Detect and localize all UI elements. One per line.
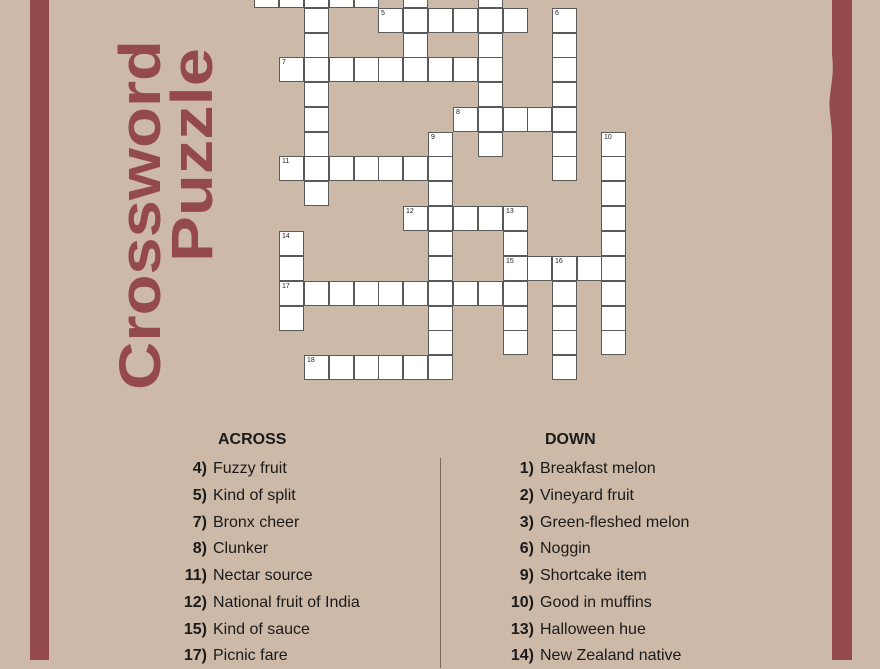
grid-cell[interactable]: [378, 281, 403, 306]
cell-number: 8: [456, 109, 460, 116]
grid-cell[interactable]: [329, 0, 354, 8]
grid-cell[interactable]: [503, 8, 528, 33]
grid-cell[interactable]: [601, 132, 626, 157]
grid-cell[interactable]: [279, 0, 304, 8]
grid-cell[interactable]: [428, 8, 453, 33]
clue-number: 9): [519, 567, 534, 584]
clue-text: Picnic fare: [213, 647, 288, 664]
grid-cell[interactable]: [378, 8, 403, 33]
clue-number: 17): [183, 647, 207, 664]
clue-text: Halloween hue: [540, 621, 646, 638]
grid-cell[interactable]: [601, 156, 626, 181]
grid-cell[interactable]: [453, 281, 478, 306]
grid-cell[interactable]: [552, 107, 577, 132]
grid-cell[interactable]: [478, 0, 503, 8]
clue-number: 6): [519, 540, 534, 557]
grid-cell[interactable]: [378, 355, 403, 380]
grid-cell[interactable]: [601, 181, 626, 206]
grid-cell[interactable]: [304, 33, 329, 58]
grid-cell[interactable]: [304, 82, 329, 107]
grid-cell[interactable]: [403, 8, 428, 33]
grid-cell[interactable]: [304, 181, 329, 206]
grid-cell[interactable]: [428, 281, 453, 306]
clue-text: Nectar source: [213, 567, 313, 584]
grid-cell[interactable]: [279, 57, 304, 82]
grid-cell[interactable]: [428, 306, 453, 331]
down-heading: DOWN: [545, 431, 596, 448]
grid-cell[interactable]: [478, 57, 503, 82]
grid-cell[interactable]: [403, 156, 428, 181]
clue-text: Clunker: [213, 540, 269, 557]
clue-text: National fruit of India: [213, 594, 360, 611]
grid-cell[interactable]: [329, 281, 354, 306]
clue-number: 14): [510, 647, 534, 664]
grid-cell[interactable]: [478, 107, 503, 132]
clue-number: 7): [192, 514, 207, 531]
grid-cell[interactable]: [503, 281, 528, 306]
clue-text: Fuzzy fruit: [213, 460, 287, 477]
grid-cell[interactable]: [428, 181, 453, 206]
grid-cell[interactable]: [552, 82, 577, 107]
cell-number: 14: [282, 233, 290, 240]
grid-cell[interactable]: [428, 57, 453, 82]
grid-cell[interactable]: [428, 256, 453, 281]
grid-cell[interactable]: [428, 156, 453, 181]
clue-number: 15): [183, 621, 207, 638]
grid-cell[interactable]: [478, 132, 503, 157]
grid-cell[interactable]: [552, 156, 577, 181]
grid-cell[interactable]: [478, 33, 503, 58]
grid-cell[interactable]: [354, 281, 379, 306]
title-line-1: Crossword: [108, 87, 173, 390]
clue-text: Noggin: [540, 540, 591, 557]
clue-text: Green-fleshed melon: [540, 514, 690, 531]
cell-number: 6: [555, 10, 559, 17]
grid-cell[interactable]: [503, 231, 528, 256]
clue-text: New Zealand native: [540, 647, 682, 664]
grid-cell[interactable]: [279, 231, 304, 256]
grid-cell[interactable]: [478, 8, 503, 33]
grid-cell[interactable]: [428, 355, 453, 380]
grid-cell[interactable]: [453, 107, 478, 132]
clue-number: 1): [519, 460, 534, 477]
grid-cell[interactable]: [354, 355, 379, 380]
title-line-2: Puzzle: [160, 81, 225, 262]
cell-number: 16: [555, 258, 563, 265]
grid-cell[interactable]: [527, 107, 552, 132]
clue-number: 10): [510, 594, 534, 611]
grid-cell[interactable]: [478, 206, 503, 231]
grid-cell[interactable]: [403, 355, 428, 380]
grid-cell[interactable]: [478, 281, 503, 306]
grid-cell[interactable]: [279, 156, 304, 181]
grid-cell[interactable]: [329, 57, 354, 82]
grid-cell[interactable]: [279, 281, 304, 306]
grid-cell[interactable]: [304, 0, 329, 8]
clue-text: Good in muffins: [540, 594, 652, 611]
cell-number: 5: [381, 10, 385, 17]
grid-cell[interactable]: [503, 206, 528, 231]
grid-cell[interactable]: [304, 132, 329, 157]
grid-cell[interactable]: [478, 82, 503, 107]
grid-cell[interactable]: [329, 156, 354, 181]
clue-text: Kind of split: [213, 487, 296, 504]
grid-cell[interactable]: [403, 33, 428, 58]
cell-number: 17: [282, 283, 290, 290]
grid-cell[interactable]: [552, 57, 577, 82]
grid-cell[interactable]: [601, 306, 626, 331]
clue-number: 4): [192, 460, 207, 477]
grid-cell[interactable]: [577, 256, 602, 281]
clue-number: 5): [192, 487, 207, 504]
grid-cell[interactable]: [503, 306, 528, 331]
grid-cell[interactable]: [552, 33, 577, 58]
grid-cell[interactable]: [601, 256, 626, 281]
cell-number: 18: [307, 357, 315, 364]
grid-cell[interactable]: [304, 156, 329, 181]
grid-cell[interactable]: [304, 57, 329, 82]
cell-number: 11: [282, 158, 290, 165]
clue-number: 3): [519, 514, 534, 531]
clue-number: 11): [184, 567, 207, 584]
grid-cell[interactable]: [403, 0, 428, 8]
grid-cell[interactable]: [304, 107, 329, 132]
grid-cell[interactable]: [304, 281, 329, 306]
grid-cell[interactable]: [527, 256, 552, 281]
clue-text: Shortcake item: [540, 567, 647, 584]
grid-cell[interactable]: [601, 281, 626, 306]
grid-cell[interactable]: [354, 57, 379, 82]
grid-cell[interactable]: [453, 8, 478, 33]
grid-cell[interactable]: [403, 206, 428, 231]
clue-text: Breakfast melon: [540, 460, 656, 477]
grid-cell[interactable]: [329, 355, 354, 380]
grid-cell[interactable]: [428, 330, 453, 355]
clue-number: 13): [510, 621, 534, 638]
grid-cell[interactable]: [552, 306, 577, 331]
cell-number: 15: [506, 258, 514, 265]
across-heading: ACROSS: [218, 431, 287, 448]
cell-number: 13: [506, 208, 514, 215]
grid-cell[interactable]: [503, 107, 528, 132]
clue-text: Bronx cheer: [213, 514, 300, 531]
grid-cell[interactable]: [279, 256, 304, 281]
grid-cell[interactable]: [453, 57, 478, 82]
grid-cell[interactable]: [453, 206, 478, 231]
grid-cell[interactable]: [601, 330, 626, 355]
clue-text: Vineyard fruit: [540, 487, 634, 504]
clue-text: Kind of sauce: [213, 621, 310, 638]
grid-cell[interactable]: [304, 355, 329, 380]
grid-cell[interactable]: [403, 57, 428, 82]
grid-cell[interactable]: [403, 281, 428, 306]
grid-cell[interactable]: [552, 8, 577, 33]
grid-cell[interactable]: [354, 0, 379, 8]
cell-number: 9: [431, 134, 435, 141]
grid-cell[interactable]: [552, 132, 577, 157]
grid-cell[interactable]: [279, 306, 304, 331]
grid-cell[interactable]: [254, 0, 279, 8]
grid-cell[interactable]: [552, 281, 577, 306]
cell-number: 7: [282, 59, 286, 66]
grid-cell[interactable]: [428, 231, 453, 256]
clue-number: 2): [519, 487, 534, 504]
clue-number: 8): [192, 540, 207, 557]
grid-cell[interactable]: [304, 8, 329, 33]
grid-cell[interactable]: [378, 156, 403, 181]
grid-cell[interactable]: [503, 256, 528, 281]
grid-cell[interactable]: [552, 330, 577, 355]
cell-number: 10: [604, 134, 612, 141]
grid-cell[interactable]: [354, 156, 379, 181]
grid-cell[interactable]: [552, 256, 577, 281]
clue-number: 12): [183, 594, 207, 611]
column-divider: [440, 458, 441, 668]
grid-cell[interactable]: [428, 206, 453, 231]
grid-cell[interactable]: [378, 57, 403, 82]
cell-number: 12: [406, 208, 414, 215]
grid-cell[interactable]: [552, 355, 577, 380]
grid-cell[interactable]: [601, 231, 626, 256]
grid-cell[interactable]: [601, 206, 626, 231]
grid-cell[interactable]: [428, 132, 453, 157]
grid-cell[interactable]: [503, 330, 528, 355]
